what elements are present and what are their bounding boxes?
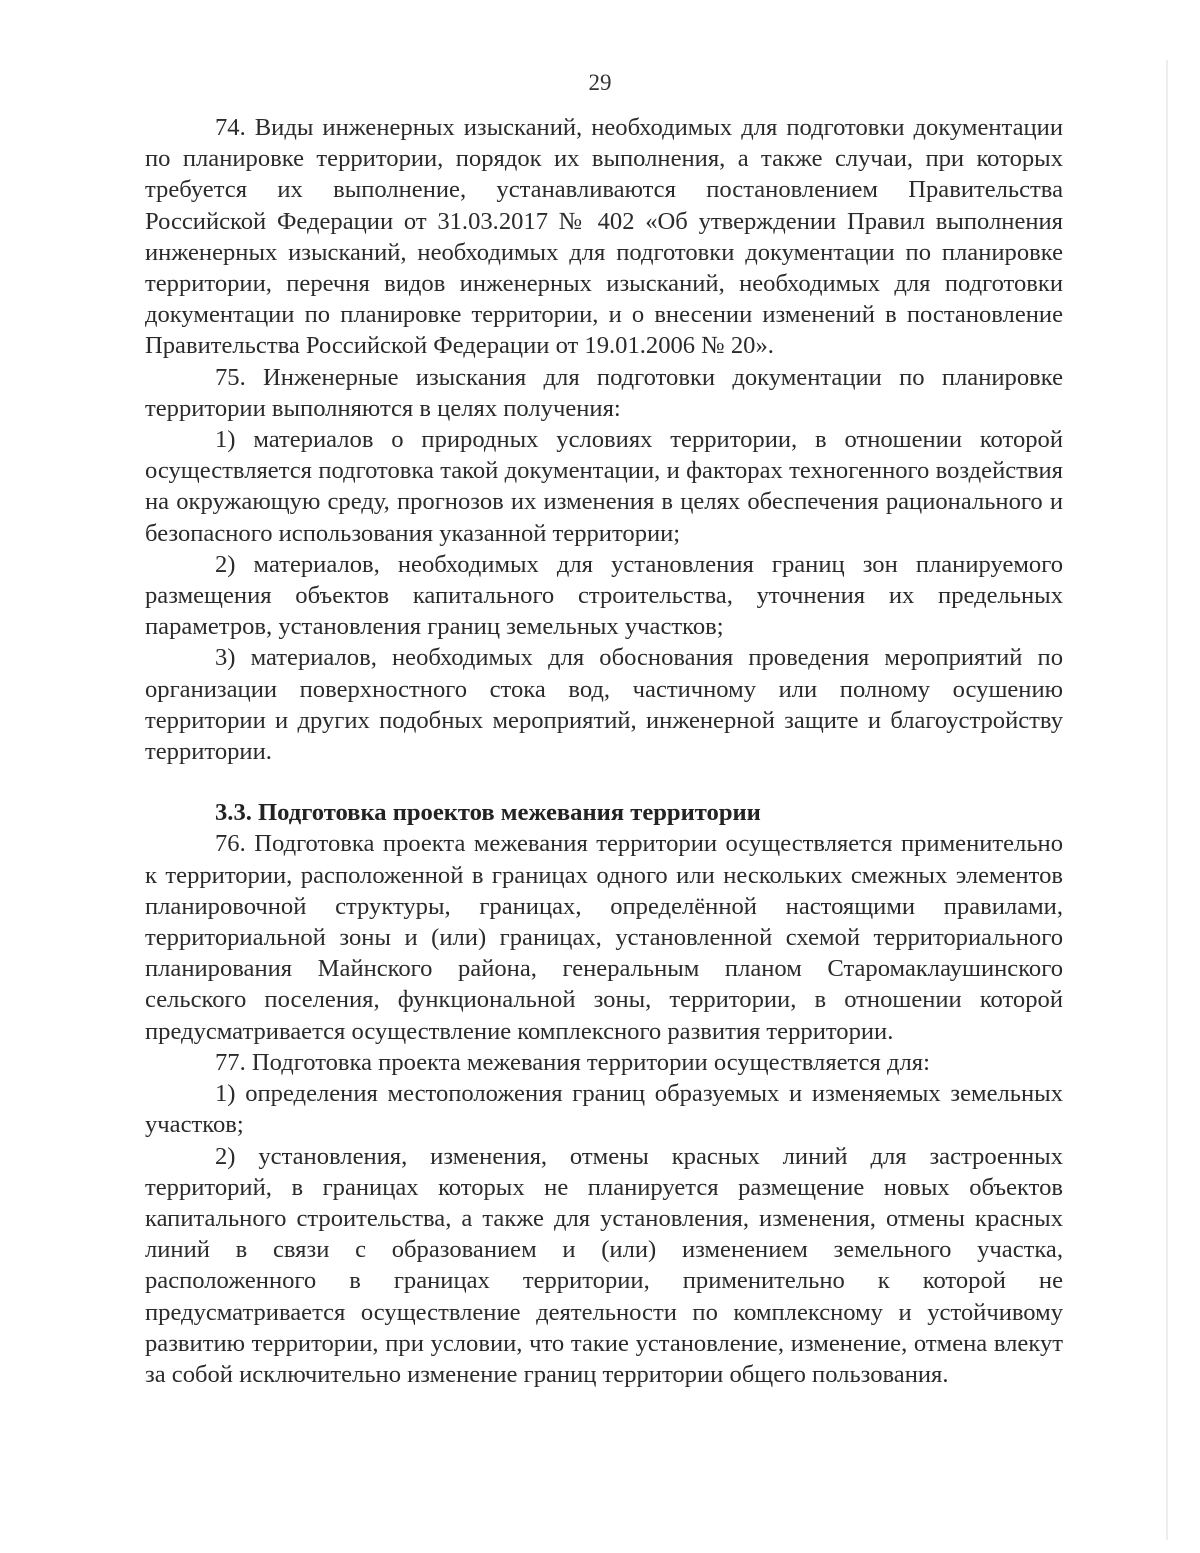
paragraph-75-item-3: 3) материалов, необходимых для обоснования проведения мероприятий по организации поверхностного стока вод, частичному или полному осушению территории и других подобных мероприятий, инженерной защите и благоустройству территории. [145, 644, 1063, 766]
paragraph-75-item-1: 1) материалов о природных условиях территории, в отношении которой осуществляется подготовка такой документации, и факторах техногенного воздействия на окружающую среду, прогнозов их изменения в целях обеспечения рационального и безопасного использования указанной территории; [145, 426, 1063, 547]
paragraph-75-item-2: 2) материалов, необходимых для установления границ зон планируемого размещения объектов капитального строительства, уточнения их предельных параметров, установления границ земельных участков; [145, 550, 1063, 641]
paragraph-77-item-2: 2) установления, изменения, отмены красных линий для застроенных территорий, в границах которых не планируется размещение новых объектов капитального строительства, а также для установления, изменения, отмены красных линий в связи с образованием и (или) изменением земельного участка, расположенного в границах территории, применительно к которой не предусматривается осуществление деятельности по комплексному и устойчивому развитию территории, при условии, что такие установление, изменение, отмена влекут за собой исключительно изменение границ территории общего пользования. [145, 1142, 1063, 1388]
paragraph-75: 75. Инженерные изыскания для подготовки документации по планировке территории выполняются в целях получения: [145, 363, 1063, 422]
paragraph-77-item-1: 1) определения местоположения границ образуемых и изменяемых земельных участков; [145, 1080, 1063, 1139]
paragraph-77: 77. Подготовка проекта межевания территории осуществляется для: [215, 1048, 930, 1076]
section-heading: 3.3. Подготовка проектов межевания территории [215, 799, 761, 827]
page-number: 29 [588, 70, 612, 95]
paragraph-74: 74. Виды инженерных изысканий, необходимых для подготовки документации по планировке территории, порядок их выполнения, а также случаи, при которых требуется их выполнение, устанавливаются постановлением Правительства Российской Федерации от 31.03.2017 № 402 «Об утверждении Правил выполнения инженерных изысканий, необходимых для подготовки документации по планировке территории, перечня видов инженерных изысканий, необходимых для подготовки документации по планировке территории, и о внесении изменений в постановление Правительства Российской Федерации от 19.01.2006 № 20». [145, 114, 1063, 360]
paragraph-76: 76. Подготовка проекта межевания территории осуществляется применительно к территории, расположенной в границах одного или нескольких смежных элементов планировочной структуры, границах, определённой настоящими правилами, территориальной зоны и (или) границах, установленной схемой территориального планирования Майнского района, генеральным планом Старомаклаушинского сельского поселения, функциональной зоны, территории, в отношении которой предусматривается осуществление комплексного развития территории. [145, 830, 1063, 1045]
scan-edge-line [1166, 60, 1168, 1540]
document-body [145, 112, 1063, 1390]
